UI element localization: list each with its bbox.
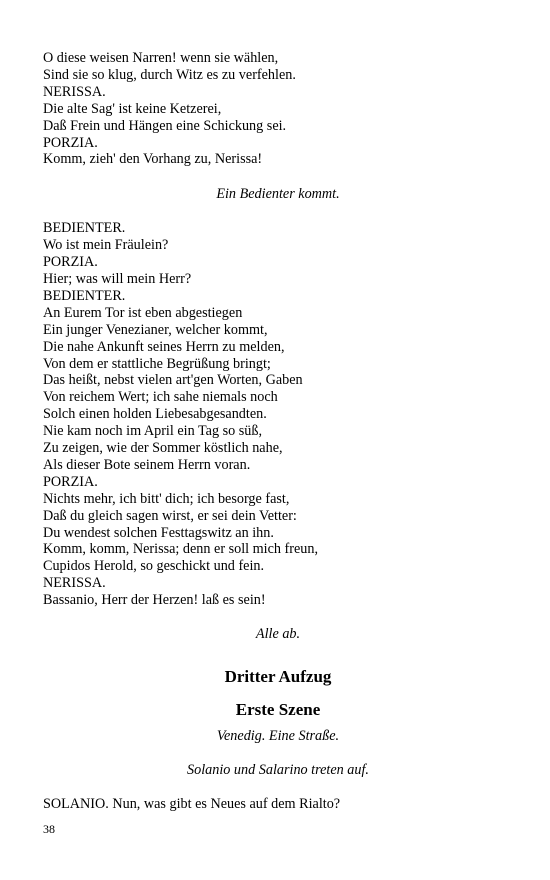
text-line: Komm, zieh' den Vorhang zu, Nerissa! [43, 151, 263, 168]
speaker-label: PORZIA. [43, 254, 98, 271]
text-line: Von reichem Wert; ich sahe niemals noch [43, 389, 278, 406]
text-line: Als dieser Bote seinem Herrn voran. [43, 456, 251, 473]
text-line: Hier; was will mein Herr? [43, 270, 192, 287]
text-line: Die nahe Ankunft seines Herrn zu melden, [43, 338, 285, 355]
verse-block-1 [43, 50, 513, 168]
speaker-label: BEDIENTER. [43, 220, 126, 237]
text-line: Du wendest solchen Festtagswitz an ihn. [43, 524, 274, 541]
text-line: SOLANIO. Nun, was gibt es Neues auf dem Rialto? [43, 795, 341, 812]
speaker-label: BEDIENTER. [43, 287, 126, 304]
text-line: Ein junger Venezianer, welcher kommt, [43, 321, 268, 338]
page-number: 38 [43, 822, 55, 836]
speaker-label: NERISSA. [43, 575, 106, 592]
text-line: Wo ist mein Fräulein? [43, 237, 169, 254]
text-line: Daß Frein und Hängen eine Schickung sei. [43, 117, 287, 134]
verse-block-2 [43, 220, 513, 609]
scene-setting: Venedig. Eine Straße. [216, 728, 340, 744]
text-line: O diese weisen Narren! wenn sie wählen, [43, 50, 279, 66]
text-line: An Eurem Tor ist eben abgestiegen [43, 304, 243, 321]
scene-title: Erste Szene [235, 700, 321, 719]
text-line: Von dem er stattliche Begrüßung bringt; [43, 355, 271, 372]
text-line: Nichts mehr, ich bitt' dich; ich besorge fast, [43, 490, 290, 507]
text-line: Cupidos Herold, so geschickt und fein. [43, 558, 265, 575]
stage-direction: Alle ab. [255, 626, 301, 643]
stage-direction: Solanio und Salarino treten auf. [187, 761, 369, 778]
text-line: Solch einen holden Liebesabgesandten. [43, 406, 267, 423]
text-line: Komm, komm, Nerissa; denn er soll mich freun, [43, 541, 319, 558]
text-line: Die alte Sag' ist keine Ketzerei, [43, 100, 222, 117]
speaker-label: PORZIA. [43, 134, 98, 151]
text-line: Zu zeigen, wie der Sommer köstlich nahe, [43, 440, 283, 457]
speaker-label: NERISSA. [43, 83, 106, 100]
text-line: Bassanio, Herr der Herzen! laß es sein! [43, 592, 266, 609]
text-line: Nie kam noch im April ein Tag so süß, [43, 423, 263, 440]
text-line: Das heißt, nebst vielen art'gen Worten, Gaben [43, 372, 303, 389]
text-line: Daß du gleich sagen wirst, er sei dein Vetter: [43, 507, 297, 524]
text-line: Sind sie so klug, durch Witz es zu verfehlen. [43, 66, 296, 83]
act-title: Dritter Aufzug [224, 667, 332, 686]
speaker-label: PORZIA. [43, 473, 98, 490]
page-text [43, 50, 513, 813]
stage-direction: Ein Bedienter kommt. [216, 186, 340, 203]
